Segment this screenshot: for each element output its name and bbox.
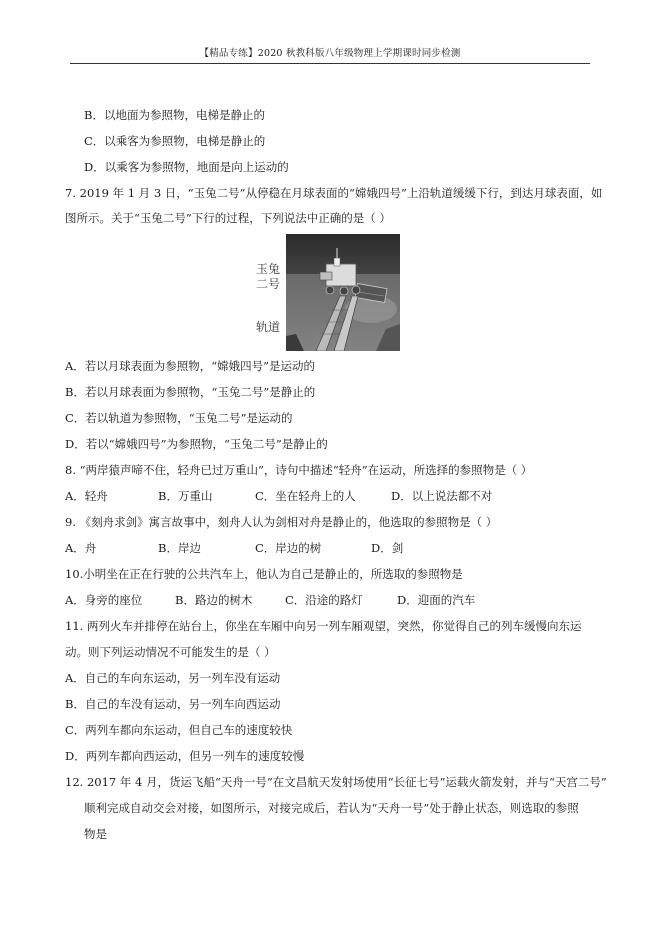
- q9-option-a: A．舟: [65, 541, 97, 555]
- q8-stem: 8. “两岸猿声啼不住，轻舟已过万重山”，诗句中描述“轻舟”在运动，所选择的参照物是（ ）: [65, 463, 533, 477]
- q11-option-d: D．两列车都向西运动，但另一列车的速度较慢: [65, 749, 305, 763]
- q8-option-d: D．以上说法都不对: [391, 489, 493, 503]
- q7-option-c: C．若以轨道为参照物，“玉兔二号”是运动的: [65, 411, 293, 425]
- q6-option-d: D．以乘客为参照物，地面是向上运动的: [84, 160, 289, 174]
- q12-stem-line1: 12. 2017 年 4 月，货运飞船“天舟一号”在文昌航天发射场使用“长征七号”运载火箭发射，并与“天宫二号”: [65, 775, 607, 789]
- moon-rover-photo-svg: [286, 234, 400, 351]
- q12-stem-line2: 顺利完成自动交会对接，如图所示，对接完成后，若认为“天舟一号”处于静止状态，则选取的参照: [84, 801, 579, 815]
- q8-option-b: B．万重山: [158, 489, 213, 503]
- q7-option-b: B．若以月球表面为参照物，“玉兔二号”是静止的: [65, 385, 316, 399]
- q10-stem: 10.小明坐在正在行驶的公共汽车上，他认为自己是静止的，所选取的参照物是: [65, 567, 463, 581]
- q12-stem-line3: 物是: [84, 827, 107, 841]
- q9-option-c: C．岸边的树: [255, 541, 322, 555]
- q9-stem: 9. 《刻舟求剑》寓言故事中，刻舟人认为剑相对舟是静止的，他选取的参照物是（ ）: [65, 515, 498, 529]
- q7-option-d: D．若以“嫦娥四号”为参照物，“玉兔二号”是静止的: [65, 437, 328, 451]
- page-header: 【精品专练】2020 秋教科版八年级物理上学期课时同步检测: [199, 48, 461, 59]
- q10-option-a: A．身旁的座位: [65, 593, 143, 607]
- q11-option-a: A．自己的车向东运动，另一列车没有运动: [65, 671, 281, 685]
- q10-option-c: C．沿途的路灯: [285, 593, 363, 607]
- q10-option-d: D．迎面的汽车: [397, 593, 476, 607]
- q9-options: [65, 540, 605, 556]
- q7-stem-line1: 7. 2019 年 1 月 3 日，“玉兔二号”从停稳在月球表面的“嫦娥四号”上沿轨道缓缓下行，到达月球表面，如: [65, 186, 603, 200]
- q7-stem-line2: 图所示。关于“玉兔二号”下行的过程，下列说法中正确的是（ ）: [65, 211, 391, 225]
- q10-options: [65, 592, 605, 608]
- q10-option-b: B．路边的树木: [175, 593, 253, 607]
- figure-label-rover-line1: 玉兔: [256, 262, 281, 276]
- q8-option-a: A．轻舟: [65, 489, 108, 503]
- moon-rover-photo: [286, 234, 400, 351]
- q6-option-c: C．以乘客为参照物，电梯是静止的: [84, 134, 266, 148]
- q8-option-c: C．坐在轻舟上的人: [255, 489, 356, 503]
- q11-stem-line1: 11. 两列火车并排停在站台上，你坐在车厢中向另一列车厢观望，突然，你觉得自己的列车缓慢向东运: [65, 619, 582, 633]
- q8-options: [65, 488, 605, 504]
- header-rule: [70, 63, 590, 64]
- figure-label-rover-line2: 二号: [256, 277, 281, 291]
- figure-label-track: 轨道: [256, 320, 281, 334]
- q11-option-b: B．自己的车没有运动，另一列车向西运动: [65, 697, 281, 711]
- q7-option-a: A．若以月球表面为参照物，“嫦娥四号”是运动的: [65, 359, 316, 373]
- q9-option-b: B．岸边: [158, 541, 201, 555]
- q6-option-b: B．以地面为参照物，电梯是静止的: [84, 108, 265, 122]
- q11-option-c: C．两列车都向东运动，但自己车的速度较快: [65, 723, 293, 737]
- q9-option-d: D．剑: [371, 541, 404, 555]
- q11-stem-line2: 动。则下列运动情况不可能发生的是（ ）: [65, 645, 276, 659]
